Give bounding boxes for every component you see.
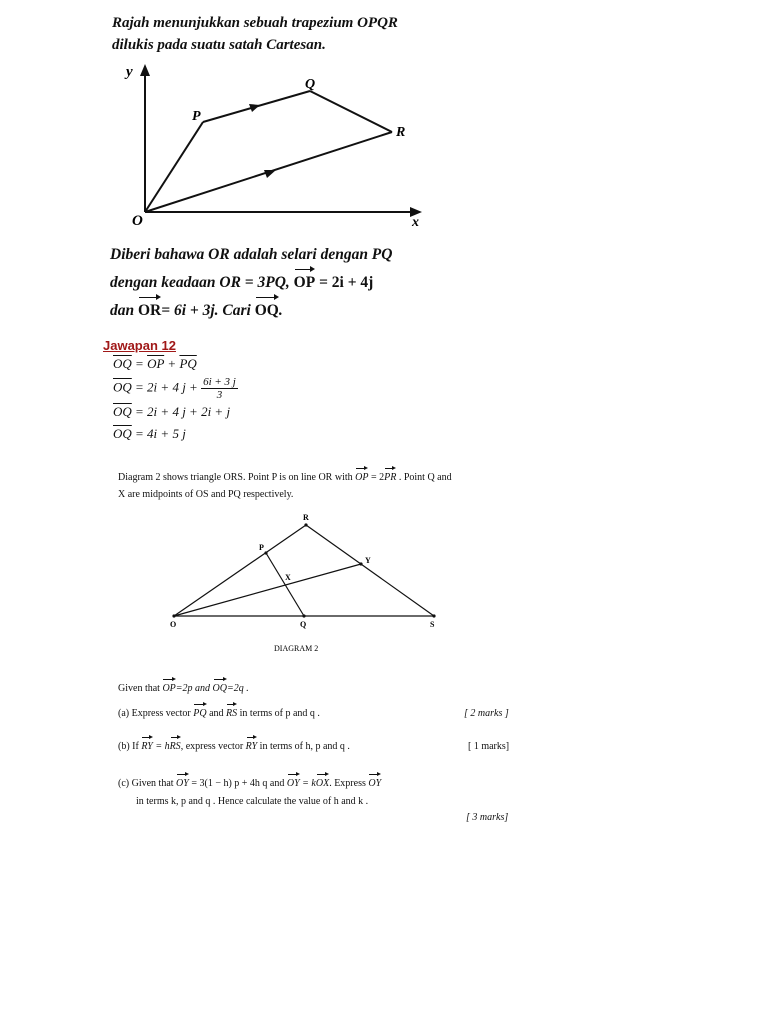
label-origin: O xyxy=(132,213,143,229)
vector-op: OP xyxy=(294,271,316,295)
q1-intro-line2: dilukis pada suatu satah Cartesan. xyxy=(112,37,326,53)
vector-ry-b: RY xyxy=(246,739,258,755)
part-a-text: (a) Express vector xyxy=(118,708,191,719)
answer-line2 xyxy=(113,376,238,401)
label-y-axis: y xyxy=(126,64,133,80)
label-point-r: R xyxy=(396,125,406,140)
answer-heading: Jawapan 12 xyxy=(103,338,176,353)
answer-line2-lhs: $\overline{OQ}$ xyxy=(113,379,132,395)
vector-oq: OQ xyxy=(255,299,279,323)
label-p: P xyxy=(259,543,264,552)
answer-line4 xyxy=(113,424,186,444)
part-a-end: in terms of p and q . xyxy=(239,708,320,719)
dot-q xyxy=(302,614,305,617)
side-rs xyxy=(306,525,434,616)
part-a-marks: [ 2 marks ] xyxy=(464,708,509,719)
answer-line1-t1: $\overline{OP}$ xyxy=(147,356,165,371)
dot-r xyxy=(304,523,307,526)
vector-pr: PR xyxy=(384,470,396,486)
part-c-express: . Express xyxy=(329,778,366,789)
vector-or: OR xyxy=(138,299,161,323)
part-c-mid: = k xyxy=(299,778,316,789)
part-a-and: and xyxy=(209,708,224,719)
q2-intro-end: . Point Q and xyxy=(398,472,452,483)
vector-oq-given: OQ xyxy=(213,681,227,697)
label-r: R xyxy=(303,513,309,522)
q1-given-line3-text: dan xyxy=(110,302,135,319)
part-c-expr: = 3(1 − h) p + 4h q and xyxy=(188,778,285,789)
q2-given xyxy=(118,681,249,697)
diagram-caption: DIAGRAM 2 xyxy=(274,644,319,653)
dot-p xyxy=(264,551,267,554)
or-arrow xyxy=(264,170,276,178)
fraction-denominator: 3 xyxy=(216,389,223,401)
q1-given-line2 xyxy=(110,271,373,295)
part-b-marks: [ 1 marks] xyxy=(468,741,510,752)
fraction-numerator: 6i + 3 j xyxy=(203,376,236,388)
q1-given-line2-value: = 2i + 4j xyxy=(319,274,374,291)
vector-oy: OY xyxy=(176,776,189,792)
vector-oy-2: OY xyxy=(287,776,300,792)
answer-line4-rhs: = 4i + 5 j xyxy=(131,426,186,441)
q2-intro-line2: X are midpoints of OS and PQ respectively. xyxy=(118,489,294,500)
q2-intro-line1 xyxy=(118,470,452,486)
triangle-diagram xyxy=(160,508,460,658)
q2-given-oq-value: =2q . xyxy=(226,683,249,694)
part-c-marks: [ 3 marks] xyxy=(466,812,509,823)
label-x-axis: x xyxy=(412,215,419,230)
answer-line3-lhs: $\overline{OQ}$ xyxy=(113,404,132,419)
dot-o xyxy=(172,614,175,617)
trapezium-diagram xyxy=(110,60,440,235)
dot-y xyxy=(359,562,362,565)
part-b-express: , express vector xyxy=(180,741,244,752)
vector-ox: OX xyxy=(316,776,329,792)
answer-line1-eq: = xyxy=(131,356,148,371)
answer-line2-rhs: = 2i + 4 j + xyxy=(131,379,202,395)
q2-given-text: Given that xyxy=(118,683,160,694)
dot-s xyxy=(432,614,435,617)
vector-pq: PQ xyxy=(193,706,206,722)
segment-pq xyxy=(266,553,304,616)
q1-given-line3-end: . xyxy=(278,302,283,319)
side-op xyxy=(145,122,203,212)
q2-intro-mid: = 2 xyxy=(368,472,385,483)
label-s: S xyxy=(430,620,435,629)
q2-given-op-value: =2p and xyxy=(175,683,211,694)
label-x: X xyxy=(285,573,291,582)
part-c-text: (c) Given that xyxy=(118,778,174,789)
q2-part-c-line2: in terms k, p and q . Hence calculate the value of h and k . xyxy=(136,796,369,807)
q1-given-line1: Diberi bahawa OR adalah selari dengan PQ xyxy=(110,246,393,263)
vector-oy-3: OY xyxy=(368,776,381,792)
label-point-p: P xyxy=(192,109,201,124)
answer-line3-rhs: = 2i + 4 j + 2i + j xyxy=(131,404,231,419)
part-b-mid: = h xyxy=(152,741,170,752)
vector-op-given: OP xyxy=(162,681,175,697)
side-or-q2 xyxy=(174,525,306,616)
q1-given-line3 xyxy=(110,299,283,323)
answer-line1-t2: $\overline{PQ}$ xyxy=(179,356,197,371)
vector-op-q2: OP xyxy=(355,470,368,486)
q1-given-line3-value: = 6i + 3j. Cari xyxy=(161,302,251,319)
side-qr xyxy=(310,91,392,132)
answer-line4-lhs: $\overline{OQ}$ xyxy=(113,426,132,441)
part-b-end: in terms of h, p and q . xyxy=(259,741,350,752)
vector-rs: RS xyxy=(226,706,237,722)
label-point-q: Q xyxy=(305,77,316,92)
pq-arrow xyxy=(249,104,260,112)
q1-given-line2-text: dengan keadaan OR = 3PQ, xyxy=(110,274,290,291)
vector-ry: RY xyxy=(141,739,153,755)
q1-intro-line1: Rajah menunjukkan sebuah trapezium OPQR xyxy=(112,15,398,31)
y-axis-arrowhead xyxy=(140,64,150,76)
answer-line1-lhs: $\overline{OQ}$ xyxy=(113,356,132,371)
answer-line2-fraction xyxy=(201,376,238,401)
answer-line1 xyxy=(113,354,197,374)
answer-line1-plus: + xyxy=(164,356,180,371)
q2-part-b xyxy=(118,739,350,755)
q2-part-a xyxy=(118,706,320,722)
q2-part-c-line1 xyxy=(118,776,381,792)
label-o: O xyxy=(170,620,177,629)
segment-oy xyxy=(174,564,361,616)
label-q: Q xyxy=(300,620,307,629)
q2-intro-text: Diagram 2 shows triangle ORS. Point P is on line OR with xyxy=(118,472,353,483)
part-b-text: (b) If xyxy=(118,741,139,752)
label-y: Y xyxy=(365,556,371,565)
vector-rs-b: RS xyxy=(170,739,181,755)
answer-line3 xyxy=(113,402,230,422)
